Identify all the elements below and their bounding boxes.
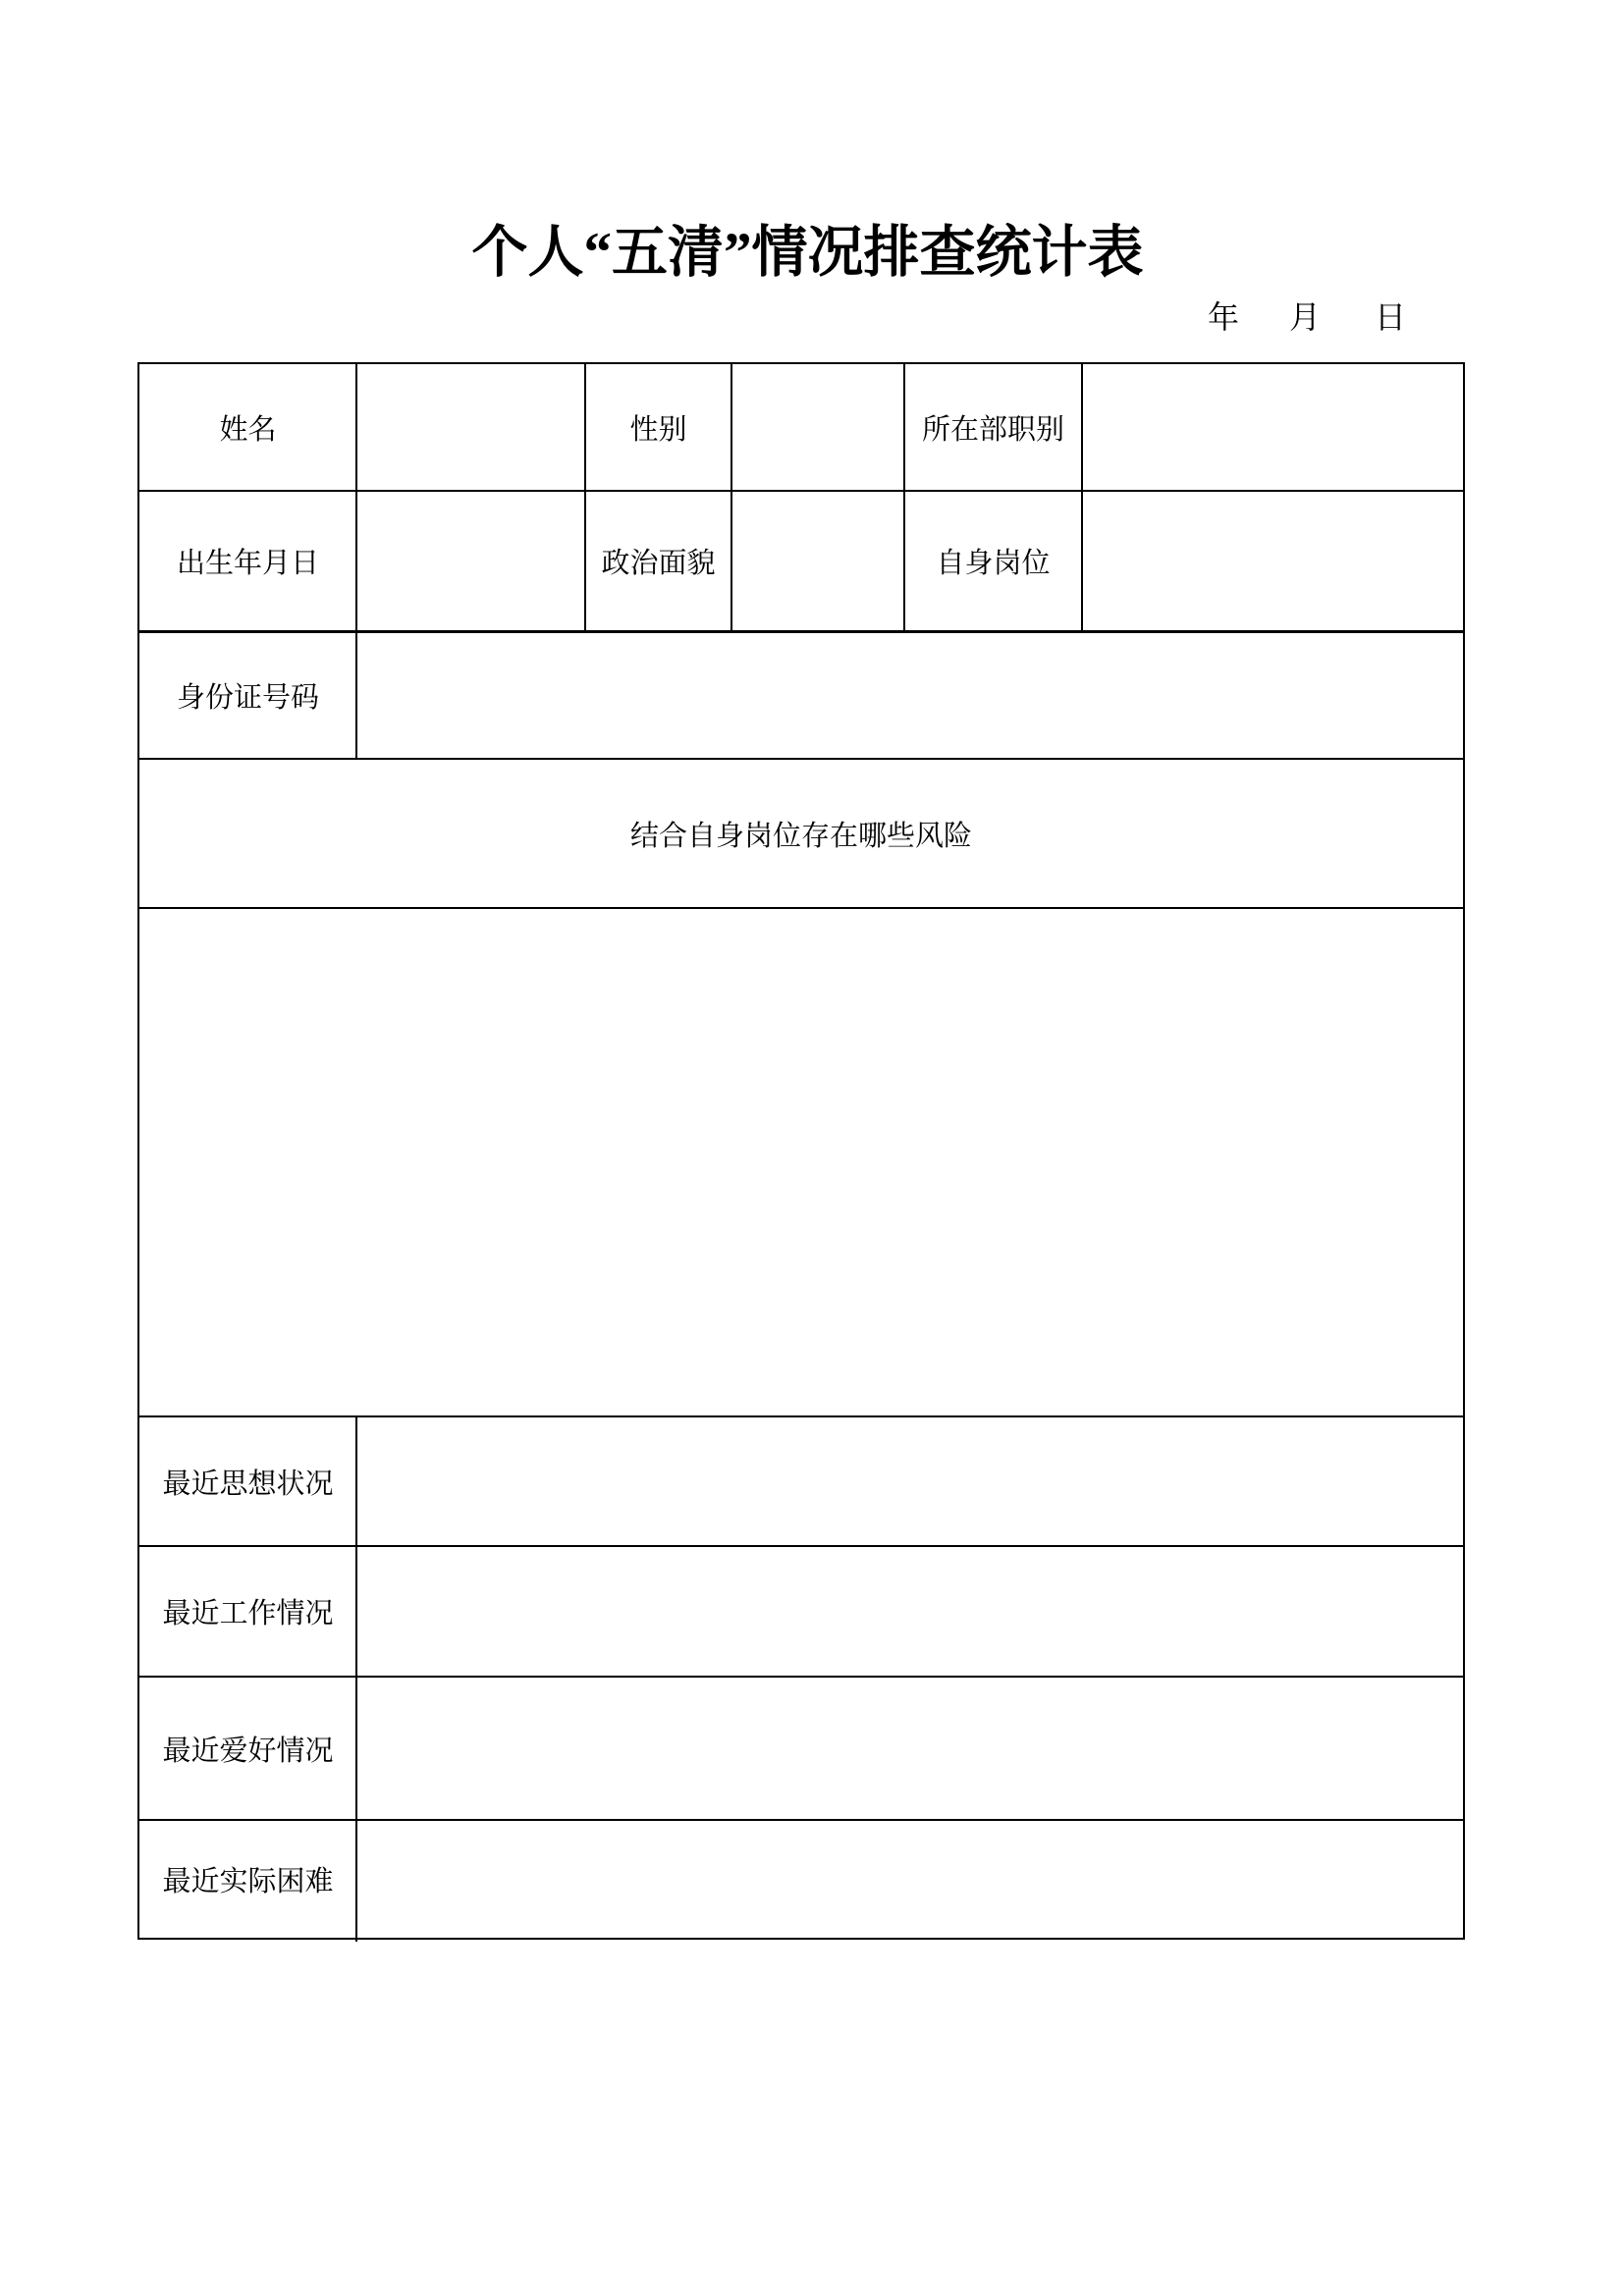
position-field[interactable]: [1083, 492, 1463, 630]
recent-work-field[interactable]: [357, 1547, 1463, 1676]
recent-hobby-field[interactable]: [357, 1678, 1463, 1819]
survey-form-table: [137, 362, 1465, 1940]
document-title: 个人“五清”情况排查统计表: [471, 222, 1144, 284]
recent-thought-field[interactable]: [357, 1417, 1463, 1545]
gender-label: 性别: [629, 414, 687, 446]
name-label: 姓名: [219, 414, 277, 446]
date-month-label: 月: [1289, 299, 1322, 335]
recent-thought-label: 最近思想状况: [162, 1468, 334, 1500]
birthdate-field[interactable]: [357, 492, 584, 630]
date-year-label: 年: [1208, 299, 1240, 335]
id-number-field[interactable]: [357, 633, 1463, 758]
birthdate-label: 出生年月日: [176, 548, 319, 579]
political-status-field[interactable]: [732, 492, 903, 630]
date-day-label: 日: [1375, 299, 1407, 335]
recent-difficulty-label: 最近实际困难: [162, 1866, 334, 1897]
recent-work-label: 最近工作情况: [162, 1598, 334, 1629]
gender-field[interactable]: [732, 364, 903, 490]
id-number-label: 身份证号码: [176, 682, 319, 714]
recent-difficulty-field[interactable]: [357, 1821, 1463, 1938]
risk-header: 结合自身岗位存在哪些风险: [629, 820, 972, 852]
document-title-wrap: [0, 218, 1624, 289]
department-label: 所在部职别: [921, 414, 1064, 446]
position-label: 自身岗位: [936, 548, 1051, 579]
recent-hobby-label: 最近爱好情况: [162, 1735, 334, 1767]
department-field[interactable]: [1083, 364, 1463, 490]
political-status-label: 政治面貌: [601, 548, 716, 579]
risk-content-field[interactable]: [139, 909, 1463, 1415]
name-field[interactable]: [357, 364, 584, 490]
